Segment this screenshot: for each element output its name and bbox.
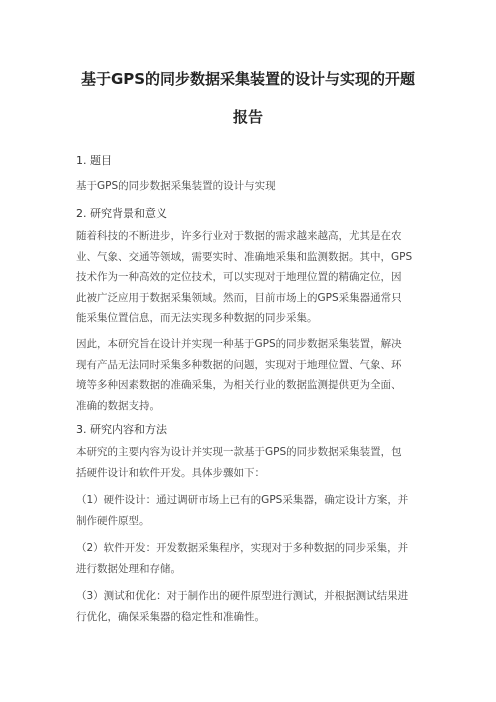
section-3-intro	[76, 442, 424, 483]
section-1-heading: 1. 题目	[76, 154, 112, 167]
paragraph-line: （1）硬件设计：通过调研市场上已有的GPS采集器，确定设计方案，并	[76, 494, 409, 506]
paragraph-line: （3）测试和优化：对于制作出的硬件原型进行测试，并根据测试结果进	[76, 590, 409, 602]
paragraph-line: 现有产品无法同时采集多种数据的问题，实现对于地理位置、气象、环	[76, 358, 402, 371]
document-title-line-2: 报告	[232, 108, 263, 126]
section-3-step-1	[76, 490, 424, 531]
paragraph-line: 制作硬件原型。	[76, 514, 150, 527]
paragraph-line: 业、气象、交通等领域，需要实时、准确地采集和监测数据。其中，GPS	[76, 250, 413, 263]
paragraph-line: 随着科技的不断进步，许多行业对于数据的需求越来越高，尤其是在农	[76, 230, 402, 242]
section-3-step-3	[76, 586, 424, 627]
paragraph-line: 此被广泛应用于数据采集领域。然而，目前市场上的GPS采集器通常只	[76, 291, 402, 304]
paragraph-line: 准确的数据支持。	[76, 399, 160, 412]
paragraph-line: 境等多种因素数据的准确采集，为相关行业的数据监测提供更为全面、	[76, 379, 402, 391]
paragraph-line: 本研究的主要内容为设计并实现一款基于GPS的同步数据采集装置，包	[76, 446, 402, 458]
paragraph-line: 能采集位置信息，而无法实现多种数据的同步采集。	[76, 312, 318, 324]
section-3-step-2	[76, 538, 424, 579]
section-3-heading: 3. 研究内容和方法	[76, 423, 167, 436]
paragraph-line: 因此，本研究旨在设计并实现一种基于GPS的同步数据采集装置，解决	[76, 338, 402, 350]
section-1-text	[76, 176, 424, 197]
section-2-heading: 2. 研究背景和意义	[76, 207, 167, 220]
paragraph-line: 进行数据处理和存储。	[76, 562, 181, 575]
section-1-text-line: 基于GPS的同步数据采集装置的设计与实现	[76, 180, 276, 192]
paragraph-line: 括硬件设计和软件开发。具体步骤如下：	[76, 466, 265, 479]
section-2-paragraph-2	[76, 334, 424, 416]
paragraph-line: 行优化，确保采集器的稳定性和准确性。	[76, 610, 265, 623]
section-2-paragraph-1	[76, 226, 424, 329]
document-title-line-1: 基于GPS的同步数据采集装置的设计与实现的开题	[80, 70, 416, 88]
paragraph-line: 技术作为一种高效的定位技术，可以实现对于地理位置的精确定位，因	[76, 271, 402, 283]
paragraph-line: （2）软件开发：开发数据采集程序，实现对于多种数据的同步采集，并	[76, 542, 409, 554]
